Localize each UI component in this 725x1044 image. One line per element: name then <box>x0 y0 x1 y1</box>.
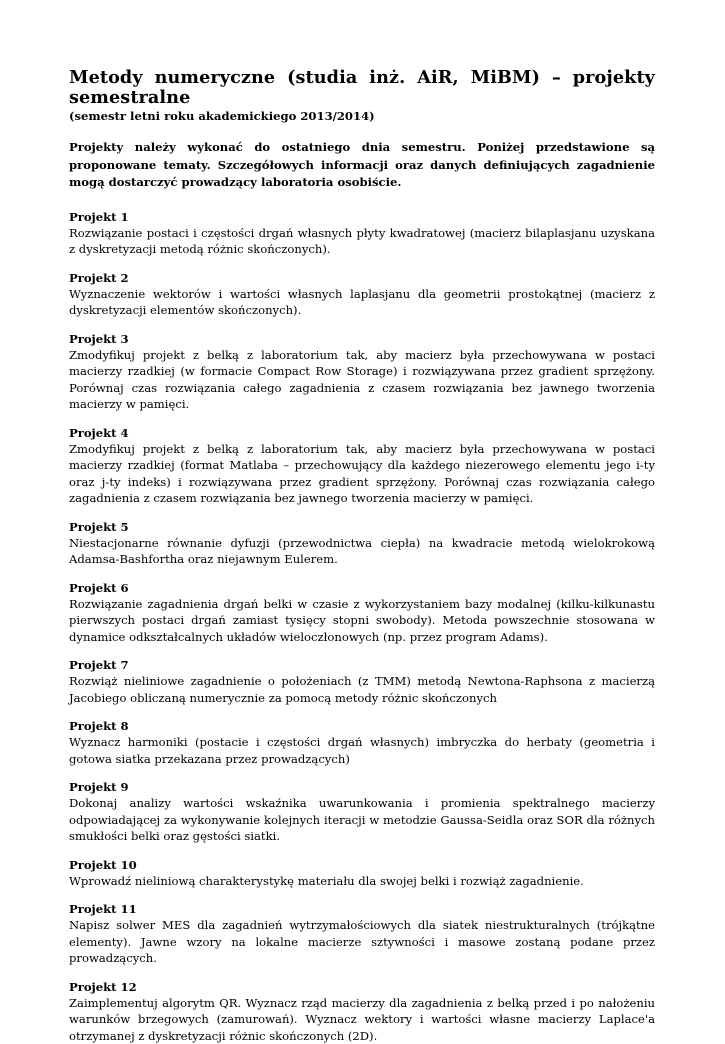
intro-paragraph: Projekty należy wykonać do ostatniego dnia semestru. Poniżej przedstawione są proponowane tematy. Szczegółowych informacji oraz danych definiujących zagadnienie mogą dostarczyć prowadzący laboratoria osobiście. <box>69 140 655 190</box>
project-heading: Projekt 7 <box>69 658 129 673</box>
project-description: Zmodyfikuj projekt z belką z laboratorium tak, aby macierz była przechowywana w postaci macierzy rzadkiej (w formacie Compact Row Storage) i rozwiązywana przez gradient sprzężony. Porównaj czas rozwiązania całego zagadnienia z czasem rozwiązania bez jawnego tworzenia macierzy w pamięci. <box>69 347 655 412</box>
project-item <box>69 332 655 413</box>
project-heading: Projekt 3 <box>69 331 129 346</box>
document-title: Metody numeryczne (studia inż. AiR, MiBM) – projekty semestralne <box>69 67 655 108</box>
project-description: Rozwiązanie postaci i częstości drgań własnych płyty kwadratowej (macierz bilaplasjanu uzyskana z dyskretyzacji metodą różnic skończonych). <box>69 225 655 257</box>
project-heading: Projekt 11 <box>69 902 137 917</box>
project-item <box>69 719 655 767</box>
project-item <box>69 520 655 568</box>
project-description: Wprowadź nieliniową charakterystykę materiału dla swojej belki i rozwiąż zagadnienie. <box>69 873 584 888</box>
project-heading: Projekt 9 <box>69 780 129 795</box>
project-heading: Projekt 12 <box>69 979 137 994</box>
project-item <box>69 271 655 319</box>
project-description: Dokonaj analizy wartości wskaźnika uwarunkowania i promienia spektralnego macierzy odpowiadającej za wykonywanie kolejnych iteracji w metodzie Gaussa-Seidla oraz SOR dla różnych smukłości belki oraz gęstości siatki. <box>69 796 655 844</box>
project-item <box>69 858 655 890</box>
project-description: Niestacjonarne równanie dyfuzji (przewodnictwa ciepła) na kwadracie metodą wielokrokową Adamsa-Bashfortha oraz niejawnym Eulerem. <box>69 535 655 567</box>
project-item <box>69 581 655 646</box>
project-heading: Projekt 8 <box>69 719 129 734</box>
project-heading: Projekt 5 <box>69 519 129 534</box>
project-item <box>69 780 655 845</box>
project-description: Rozwiązanie zagadnienia drgań belki w czasie z wykorzystaniem bazy modalnej (kilku-kilkunastu pierwszych postaci drgań zamiast tysięcy stopni swobody). Metoda powszechnie stosowana w dynamice odkształcalnych układów wieloczłonowych (np. przez program Adams). <box>69 596 655 644</box>
project-item <box>69 426 655 507</box>
project-description: Zaimplementuj algorytm QR. Wyznacz rząd macierzy dla zagadnienia z belką przed i po nałożeniu warunków brzegowych (zamurowań). Wyznacz wektory i wartości własne macierzy Laplace'a otrzymanej z dyskretyzacji różnic skończonych (2D). <box>69 995 655 1043</box>
project-heading: Projekt 1 <box>69 209 129 224</box>
document-subtitle: (semestr letni roku akademickiego 2013/2014) <box>69 109 375 123</box>
project-description: Zmodyfikuj projekt z belką z laboratorium tak, aby macierz była przechowywana w postaci macierzy rzadkiej (format Matlaba – przechowujący dla każdego niezerowego elementu jego i-ty oraz j-ty indeks) i rozwiązywana przez gradient sprzężony. Porównaj czas rozwiązania całego zagadnienia z czasem rozwiązania bez jawnego tworzenia macierzy w pamięci. <box>69 441 655 506</box>
project-description: Rozwiąż nieliniowe zagadnienie o położeniach (z TMM) metodą Newtona-Raphsona z macierzą Jacobiego obliczaną numerycznie za pomocą metody różnic skończonych <box>69 674 655 705</box>
project-item <box>69 658 655 706</box>
project-heading: Projekt 10 <box>69 857 137 872</box>
project-item <box>69 980 655 1044</box>
project-heading: Projekt 6 <box>69 580 129 595</box>
project-description: Napisz solwer MES dla zagadnień wytrzymałościowych dla siatek niestrukturalnych (trójkątne elementy). Jawne wzory na lokalne macierze sztywności i masowe zostaną podane przez prowadzących. <box>69 918 655 966</box>
project-heading: Projekt 4 <box>69 425 129 440</box>
project-list <box>69 210 655 1044</box>
project-item <box>69 210 655 258</box>
project-item <box>69 902 655 967</box>
project-description: Wyznaczenie wektorów i wartości własnych laplasjanu dla geometrii prostokątnej (macierz z dyskretyzacji elementów skończonych). <box>69 286 655 318</box>
project-description: Wyznacz harmoniki (postacie i częstości drgań własnych) imbryczka do herbaty (geometria i gotowa siatka przekazana przez prowadzących) <box>69 735 655 766</box>
project-heading: Projekt 2 <box>69 270 129 285</box>
